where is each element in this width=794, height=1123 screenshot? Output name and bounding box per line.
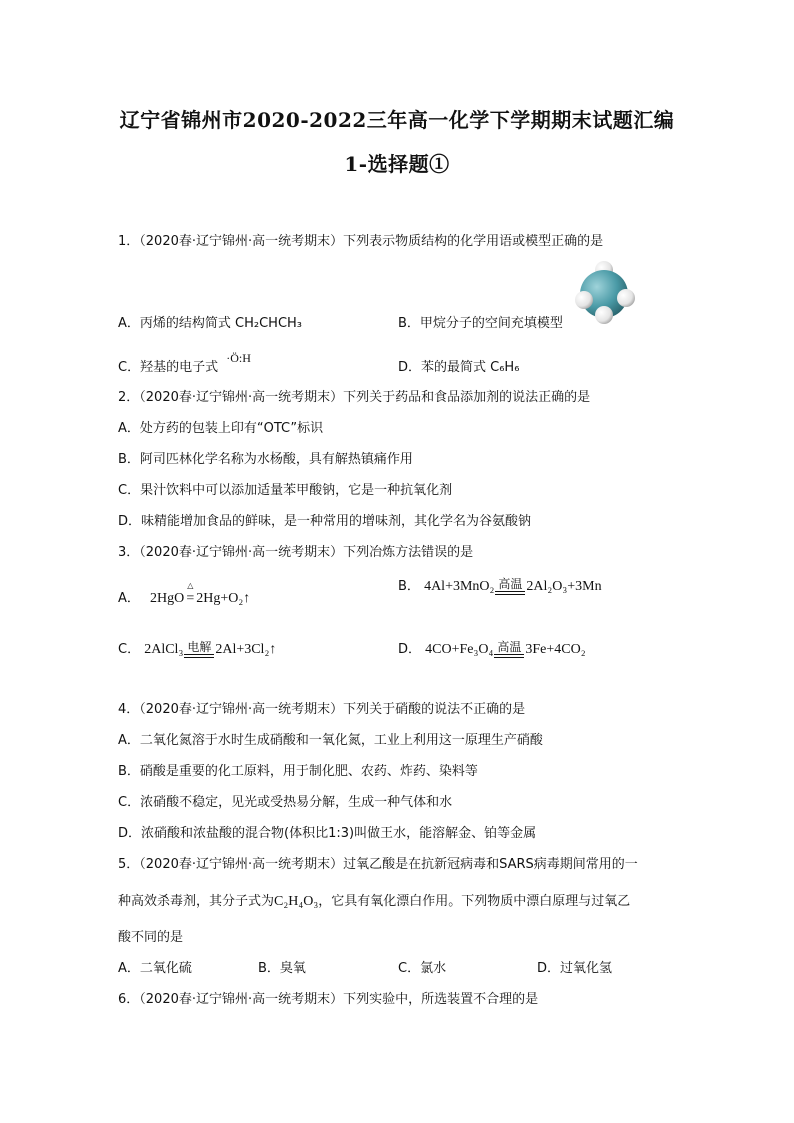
- q5-stem-line2-text: 种高效杀毒剂，其分子式为: [118, 894, 275, 909]
- q4-option-d: D．浓硝酸和浓盐酸的混合物(体积比1:3)叫做王水，能溶解金、铂等金属: [118, 826, 537, 841]
- q3-stem: 3．（2020春·辽宁锦州·高一统考期末）下列冶炼方法错误的是: [118, 545, 474, 560]
- methane-space-filling-model: [574, 258, 638, 326]
- q2-option-a: A．处方药的包装上印有“OTC”标识: [118, 421, 324, 436]
- q1-option-c: [118, 351, 251, 375]
- q1-option-d: D．苯的最简式 C₆H₆: [398, 360, 520, 375]
- q3-option-d-label: D．: [398, 642, 422, 657]
- q2-option-b: B．阿司匹林化学名称为水杨酸，具有解热镇痛作用: [118, 452, 413, 467]
- q3-d-reactants: 4CO+Fe₃O₄: [425, 642, 494, 657]
- q5-option-b: B．臭氧: [258, 961, 306, 976]
- q4-option-a: A．二氧化氮溶于水时生成硝酸和一氧化氮，工业上利用这一原理生产硝酸: [118, 733, 543, 748]
- high-temp-condition: 高温: [497, 640, 522, 654]
- page-title: 辽宁省锦州市2020-2022三年高一化学下学期期末试题汇编: [119, 108, 675, 132]
- q3-a-reactants: 2HgO: [150, 591, 185, 606]
- q3-option-b: [398, 575, 602, 595]
- q4-stem: 4．（2020春·辽宁锦州·高一统考期末）下列关于硝酸的说法不正确的是: [118, 702, 526, 717]
- q6-stem: 6．（2020春·辽宁锦州·高一统考期末）下列实验中，所选装置不合理的是: [118, 992, 539, 1007]
- q2-option-c: C．果汁饮料中可以添加适量苯甲酸钠，它是一种抗氧化剂: [118, 483, 453, 498]
- q1-option-b: B．甲烷分子的空间充填模型: [398, 316, 563, 331]
- q4-option-b: B．硝酸是重要的化工原料，用于制化肥、农药、炸药、染料等: [118, 764, 478, 779]
- q3-option-a-label: A．: [118, 591, 140, 606]
- q4-option-c: C．浓硝酸不稳定，见光或受热易分解，生成一种气体和水: [118, 795, 453, 810]
- peracetic-acid-formula: C₂H₄O₃: [274, 894, 319, 909]
- q3-option-c: [118, 638, 276, 658]
- q3-b-reactants: 4Al+3MnO₂: [424, 579, 495, 594]
- q5-option-a: A．二氧化硫: [118, 961, 192, 976]
- q5-stem-line2-rest: ，它具有氧化漂白作用。下列物质中漂白原理与过氧乙: [318, 894, 631, 909]
- q3-c-reactants: 2AlCl₃: [144, 642, 184, 657]
- q3-option-b-label: B．: [398, 579, 420, 594]
- q3-a-products: 2Hg+O₂↑: [196, 591, 251, 606]
- q5-stem-line1: 5．（2020春·辽宁锦州·高一统考期末）过氧乙酸是在抗新冠病毒和SARS病毒期间常用的一: [118, 857, 638, 872]
- heat-condition: △: [187, 581, 194, 590]
- q3-option-a: A． 2HgO △ = 2Hg+O₂↑: [118, 581, 251, 606]
- q3-option-d: [398, 638, 586, 658]
- q1-stem: 1．（2020春·辽宁锦州·高一统考期末）下列表示物质结构的化学用语或模型正确的是: [118, 234, 604, 249]
- q1-option-a: A．丙烯的结构简式 CH₂CHCH₃: [118, 316, 303, 331]
- q3-d-products: 3Fe+4CO₂: [525, 642, 586, 657]
- q5-option-c: C．氯水: [398, 961, 447, 976]
- high-temp-condition: 高温: [498, 577, 523, 591]
- q3-option-c-label: C．: [118, 642, 141, 657]
- electrolysis-condition: 电解: [187, 640, 212, 654]
- q3-c-products: 2Al+3Cl₂↑: [215, 642, 277, 657]
- q5-stem-line2: [118, 890, 630, 910]
- q2-stem: 2．（2020春·辽宁锦州·高一统考期末）下列关于药品和食品添加剂的说法正确的是: [118, 390, 591, 405]
- q1-option-c-label: C．羟基的电子式: [118, 360, 219, 375]
- page-subtitle: 1-选择题①: [344, 152, 450, 176]
- hydroxyl-electron-formula: ·Ö:H: [226, 351, 251, 365]
- q5-stem-line3: 酸不同的是: [118, 930, 184, 945]
- q3-b-products: 2Al₂O₃+3Mn: [526, 579, 602, 594]
- q2-option-d: D．味精能增加食品的鲜味，是一种常用的增味剂，其化学名为谷氨酸钠: [118, 514, 532, 529]
- q5-option-d: D．过氧化氢: [537, 961, 613, 976]
